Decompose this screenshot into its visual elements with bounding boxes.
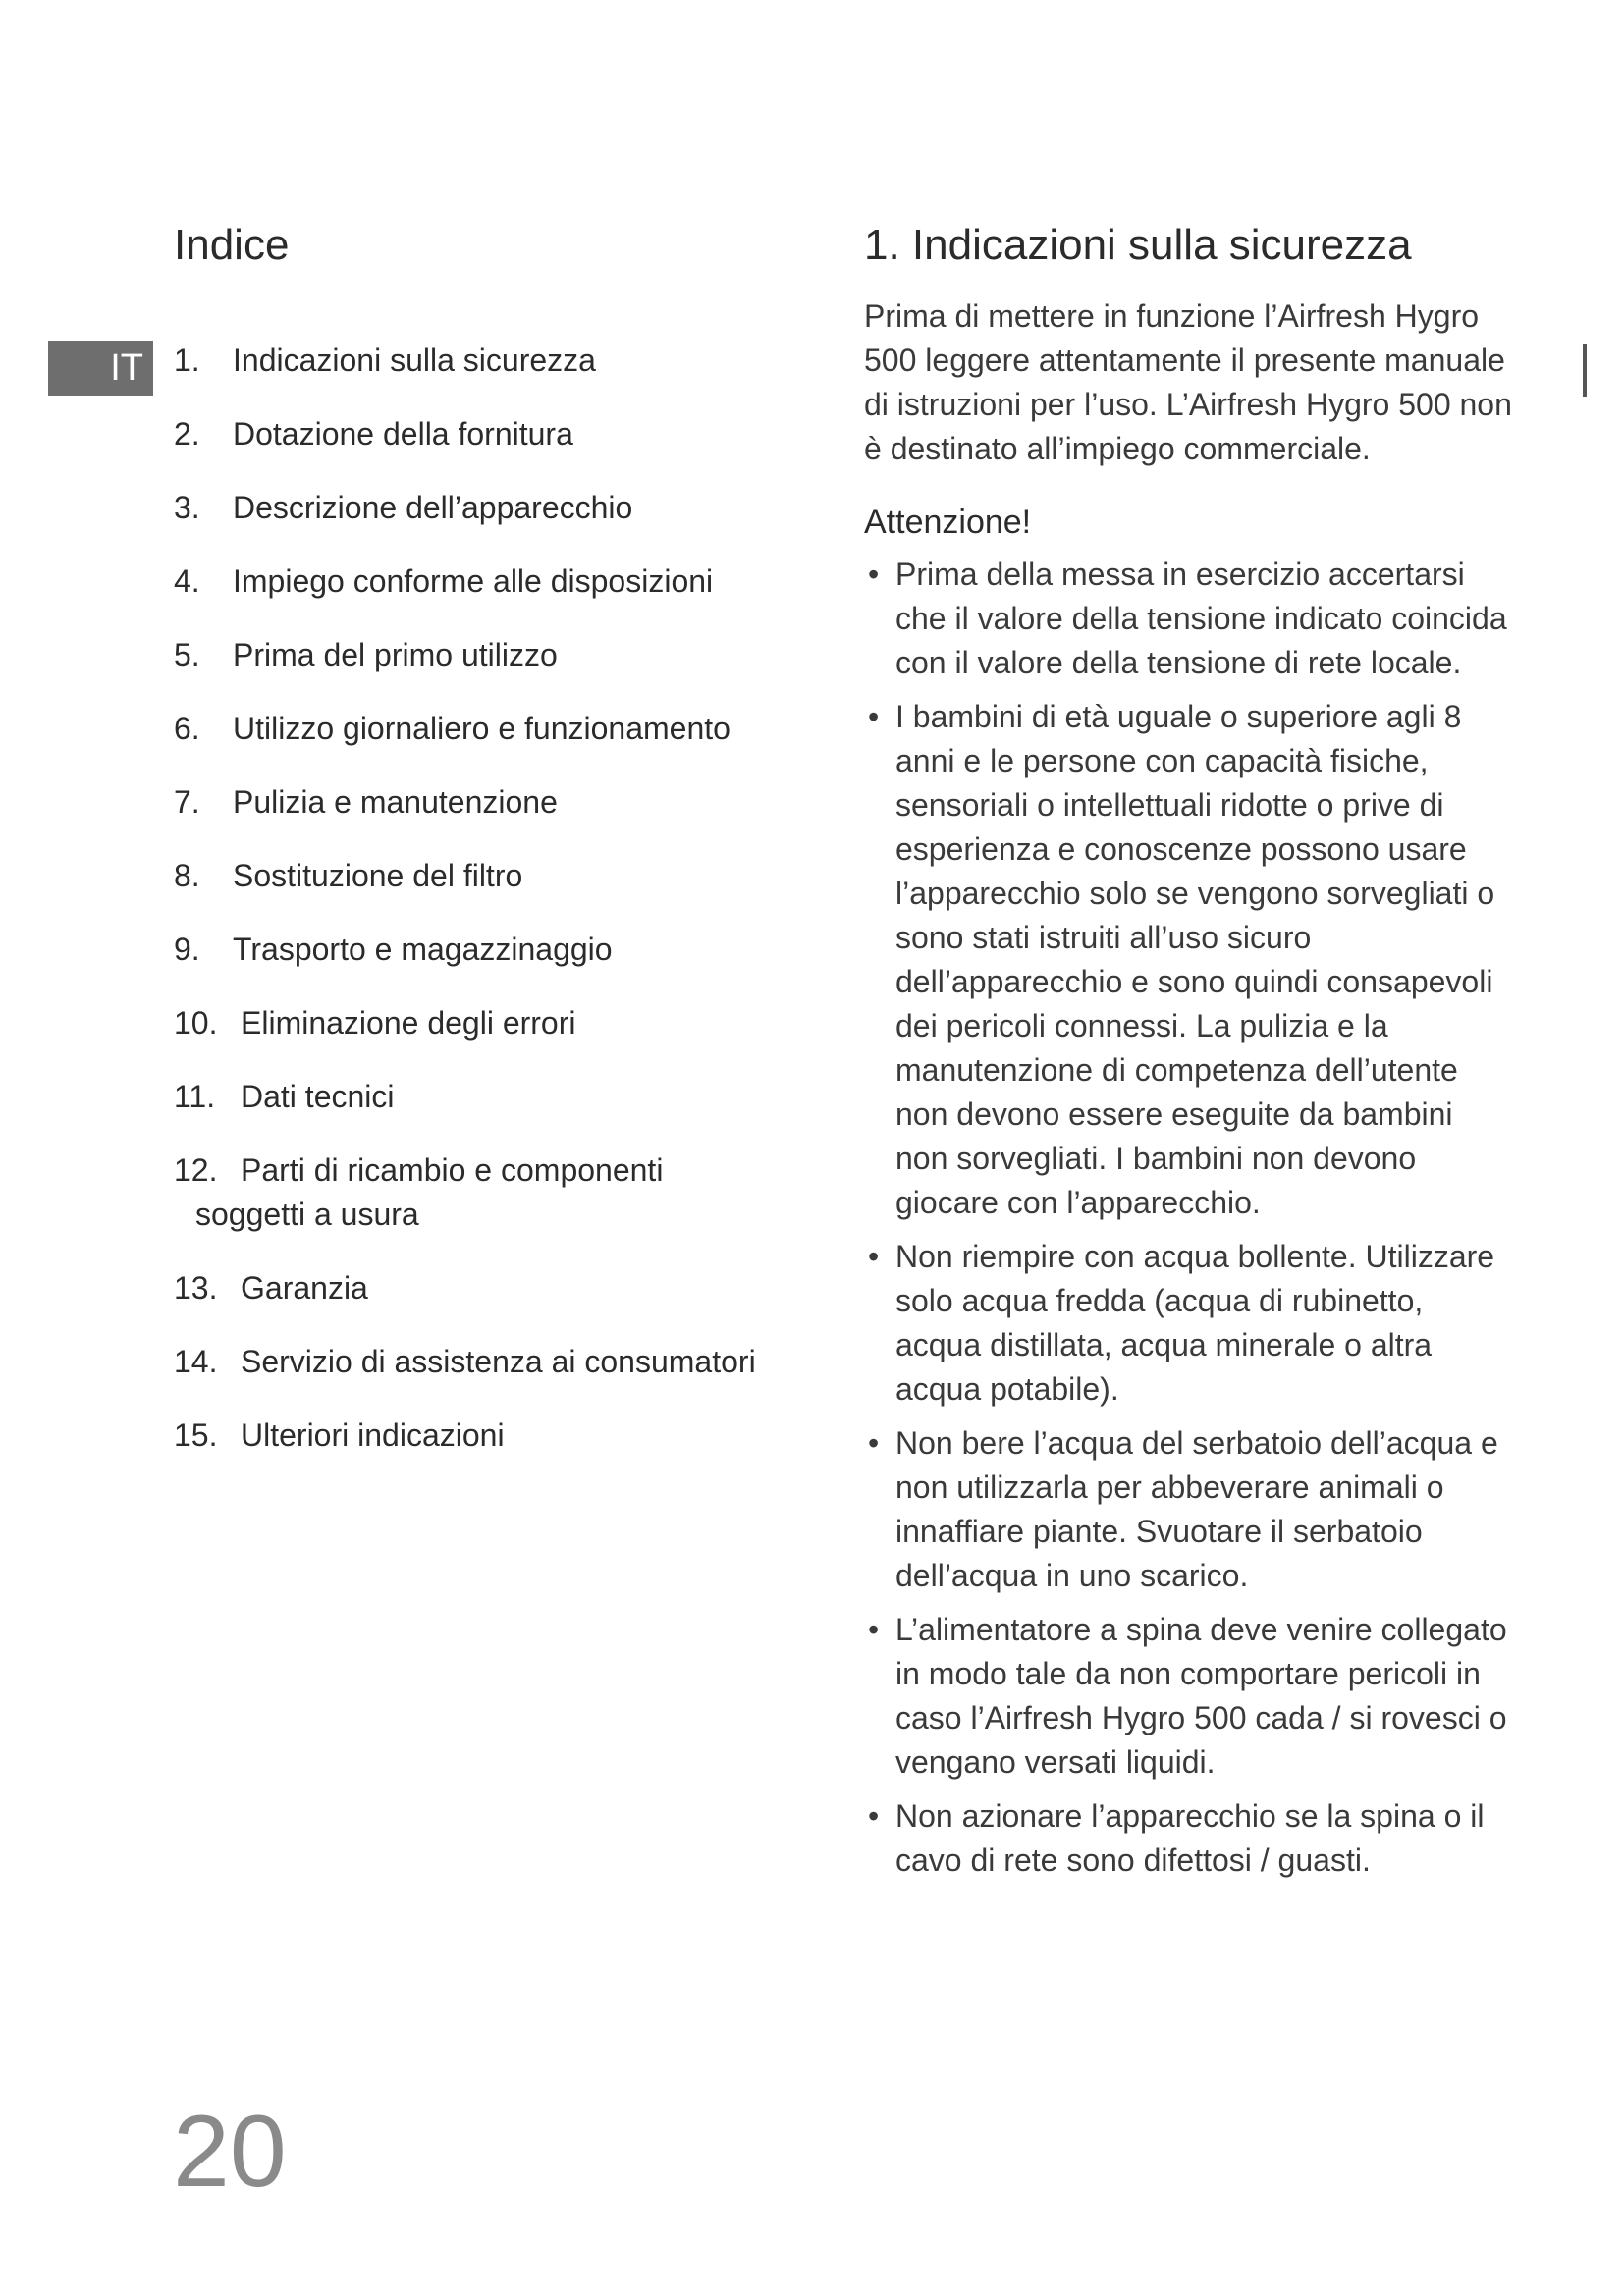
toc-item-number: 7. <box>174 784 200 820</box>
toc-item-number: 11. <box>174 1079 216 1114</box>
toc-item-number: 4. <box>174 563 200 599</box>
toc-item-label: Trasporto e magazzinaggio <box>233 932 613 967</box>
toc-item[interactable] <box>174 1075 822 1119</box>
warning-item: • Prima della messa in esercizio accertarsi che il valore della tensione indicato coincida con il valore della tensione di rete locale. <box>864 553 1512 685</box>
toc-item[interactable] <box>174 1001 822 1045</box>
toc-item-number: 5. <box>174 637 200 672</box>
toc-heading: Indice <box>174 221 290 269</box>
intro-paragraph: Prima di mettere in funzione l’Airfresh Hygro 500 leggere attentamente il presente manuale di istruzioni per l’uso. L’Airfresh Hygro 500 non è destinato all’impiego commerciale. <box>864 298 1512 467</box>
toc-item[interactable] <box>174 1266 822 1310</box>
warning-item: • Non bere l’acqua del serbatoio dell’acqua e non utilizzarla per abbeverare animali o innaffiare piante. Svuotare il serbatoio dell’acqua in uno scarico. <box>864 1421 1512 1598</box>
toc-item-number: 2. <box>174 416 200 452</box>
table-of-contents <box>174 339 822 1487</box>
margin-marker <box>1583 344 1587 397</box>
warning-item: • I bambini di età uguale o superiore agli 8 anni e le persone con capacità fisiche, sensoriali o intellettuali ridotte o prive di esperienza e conoscenze possono usare l’apparecchio solo se vengono sorvegliati o sono stati istruiti all’uso sicuro dell’apparecchio e sono quindi consapevoli dei pericoli connessi. La pulizia e la manutenzione di competenza dell’utente non devono essere eseguite da bambini non sorvegliati. I bambini non devono giocare con l’apparecchio. <box>864 695 1512 1225</box>
toc-item-label: Sostituzione del filtro <box>233 858 523 893</box>
toc-item-label: Pulizia e manutenzione <box>233 784 558 820</box>
toc-item-number: 15. <box>174 1417 218 1453</box>
toc-item-number: 14. <box>174 1344 218 1379</box>
language-tab <box>48 341 153 396</box>
toc-item-label: Servizio di assistenza ai consumatori <box>241 1344 756 1379</box>
toc-item[interactable] <box>174 412 822 456</box>
toc-item[interactable] <box>174 707 822 751</box>
section-title: 1. Indicazioni sulla sicurezza <box>864 221 1412 269</box>
toc-item-number: 1. <box>174 343 200 378</box>
toc-item-label: Impiego conforme alle disposizioni <box>233 563 714 599</box>
toc-item-label-continuation: soggetti a usura <box>195 1197 419 1232</box>
warning-item: • L’alimentatore a spina deve venire collegato in modo tale da non comportare pericoli in caso l’Airfresh Hygro 500 cada / si rovesci o vengano versati liquidi. <box>864 1608 1512 1785</box>
warning-list <box>864 553 1512 1883</box>
toc-item-number: 13. <box>174 1270 218 1306</box>
toc-item[interactable] <box>174 339 822 383</box>
warning-item: • Non riempire con acqua bollente. Utilizzare solo acqua fredda (acqua di rubinetto, acqua distillata, acqua minerale o altra acqua potabile). <box>864 1235 1512 1412</box>
toc-item-number: 8. <box>174 858 200 893</box>
toc-item[interactable] <box>174 928 822 972</box>
toc-item-label: Ulteriori indicazioni <box>241 1417 505 1453</box>
page-number: 20 <box>173 2095 287 2209</box>
toc-item-label: Garanzia <box>241 1270 368 1306</box>
toc-item-number: 10. <box>174 1005 218 1041</box>
toc-item-label: Parti di ricambio e componenti <box>241 1152 664 1188</box>
toc-item-label: Prima del primo utilizzo <box>233 637 558 672</box>
warning-heading: Attenzione! <box>864 504 1032 542</box>
toc-item-label: Indicazioni sulla sicurezza <box>233 343 596 378</box>
toc-item[interactable] <box>174 1340 822 1384</box>
toc-item-number: 12. <box>174 1152 218 1188</box>
toc-item-label: Utilizzo giornaliero e funzionamento <box>233 711 731 746</box>
toc-item-number: 3. <box>174 490 200 525</box>
toc-item[interactable] <box>174 854 822 898</box>
toc-item-label: Dati tecnici <box>241 1079 395 1114</box>
toc-item[interactable] <box>174 1148 822 1237</box>
toc-item-label: Descrizione dell’apparecchio <box>233 490 633 525</box>
toc-item[interactable] <box>174 1414 822 1458</box>
toc-item-number: 6. <box>174 711 200 746</box>
toc-item-number: 9. <box>174 932 200 967</box>
language-tab-label: IT <box>110 347 143 389</box>
safety-section <box>864 222 1512 1893</box>
toc-item[interactable] <box>174 486 822 530</box>
toc-item[interactable] <box>174 633 822 677</box>
toc-item-label: Eliminazione degli errori <box>241 1005 576 1041</box>
warning-item: • Non azionare l’apparecchio se la spina o il cavo di rete sono difettosi / guasti. <box>864 1794 1512 1883</box>
toc-item[interactable] <box>174 780 822 825</box>
toc-item[interactable] <box>174 560 822 604</box>
toc-item-label: Dotazione della fornitura <box>233 416 573 452</box>
